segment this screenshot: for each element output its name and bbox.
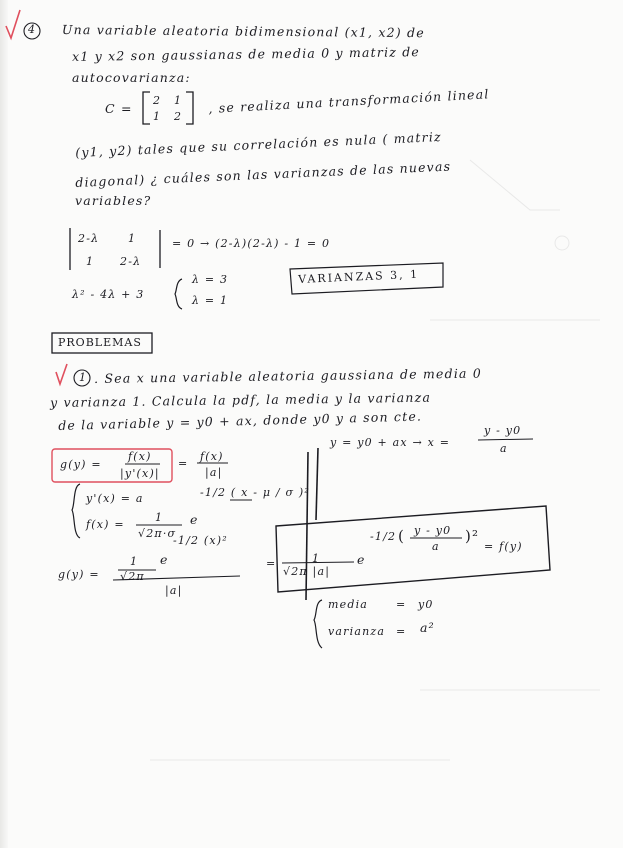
summary-value: a²: [420, 620, 435, 635]
problem-number: 1: [79, 371, 88, 384]
fraction-numerator: f(x): [200, 450, 224, 463]
exercise4-line5: (y1, y2) tales que su correlación es nula ( matriz: [75, 129, 443, 160]
result-equals: =: [266, 557, 277, 570]
problem1-line3: de la variable y = y0 + ax, donde y0 y a son cte.: [58, 408, 423, 433]
summary-label: media: [328, 598, 369, 611]
exercise4-line7: variables?: [75, 193, 152, 208]
formula-lhs: g(y) =: [60, 458, 102, 471]
result-coef-num: 1: [312, 552, 321, 565]
summary-colon: =: [396, 625, 407, 638]
definition-brace: [72, 484, 80, 538]
problem1-line2: y varianza 1. Calcula la pdf, la media y la varianza: [50, 389, 432, 410]
matrix-bracket-right: [186, 92, 193, 124]
det-cell: 1: [128, 232, 137, 245]
characteristic-polynomial: λ² - 4λ + 3: [72, 288, 145, 301]
exercise4-line3: autocovarianza:: [72, 70, 191, 85]
g-exponent: -1/2 (x)²: [173, 534, 228, 547]
matrix-lhs: C =: [105, 101, 133, 116]
result-exp-num: y - y0: [414, 524, 452, 537]
exercise4-line2: x1 y x2 son gaussianas de media 0 y matriz de: [72, 44, 421, 64]
det-cell: 2-λ: [78, 232, 100, 245]
exp-base: e: [160, 552, 169, 567]
paren-left: (: [398, 527, 406, 545]
inverse-relation: y = y0 + ax → x =: [330, 436, 451, 449]
matrix-cell: 2: [174, 110, 183, 123]
det-cell: 2-λ: [120, 255, 142, 268]
g-coef-den: √2π: [120, 570, 145, 583]
pdf-coef-num: 1: [155, 511, 164, 524]
matrix-bracket-left: [143, 92, 150, 124]
check-mark-icon: [56, 364, 67, 384]
fraction-numerator: f(x): [128, 450, 152, 463]
pdf-lhs: f(x) =: [86, 518, 125, 531]
check-mark-icon: [6, 10, 20, 38]
g-coef-num: 1: [130, 555, 139, 568]
g-denominator: |a|: [165, 584, 183, 597]
derivative: y'(x) = a: [86, 492, 144, 505]
inverse-denominator: a: [500, 442, 508, 455]
exercise-number: 4: [28, 23, 37, 36]
summary-brace: [314, 600, 322, 648]
exercise4-after-matrix: , se realiza una transformación lineal: [208, 86, 490, 116]
answer-text: VARIANZAS 3, 1: [298, 267, 420, 286]
problems-heading: PROBLEMAS: [58, 336, 142, 349]
summary-value: y0: [418, 598, 434, 611]
det-equation: = 0 → (2-λ)(2-λ) - 1 = 0: [172, 237, 331, 250]
matrix-cell: 2: [153, 94, 162, 107]
matrix-cell: 1: [153, 110, 162, 123]
root: λ = 1: [192, 294, 229, 307]
matrix-cell: 1: [174, 94, 183, 107]
det-cell: 1: [86, 255, 95, 268]
pdf-exponent: -1/2 ( x - μ / σ )²: [200, 486, 310, 499]
exercise4-line6: diagonal) ¿ cuáles son las varianzas de las nuevas: [75, 158, 452, 190]
g-lhs: g(y) =: [58, 568, 100, 581]
pdf-coef-den: √2π·σ: [138, 527, 177, 540]
roots-brace: [175, 279, 182, 309]
fraction-denominator: |a|: [205, 466, 223, 479]
summary-colon: =: [396, 598, 407, 611]
formula-equals: =: [178, 457, 189, 470]
result-e: e: [357, 552, 366, 567]
result-rhs: = f(y): [484, 540, 523, 553]
paren-right: )²: [465, 527, 480, 545]
result-exp-den: a: [432, 540, 440, 553]
result-exponent: -1/2: [370, 530, 397, 543]
summary-label: varianza: [328, 625, 386, 638]
exercise4-line1: Una variable aleatoria bidimensional (x1, x2) de: [61, 22, 425, 41]
problem1-line1: . Sea x una variable aleatoria gaussiana de media 0: [94, 365, 483, 386]
inverse-numerator: y - y0: [484, 424, 522, 437]
root: λ = 3: [192, 273, 229, 286]
result-coef-den: √2π |a|: [283, 565, 331, 578]
column-divider: [316, 448, 318, 520]
fraction-denominator: |y'(x)|: [120, 467, 160, 480]
exp-base: e: [190, 512, 199, 527]
